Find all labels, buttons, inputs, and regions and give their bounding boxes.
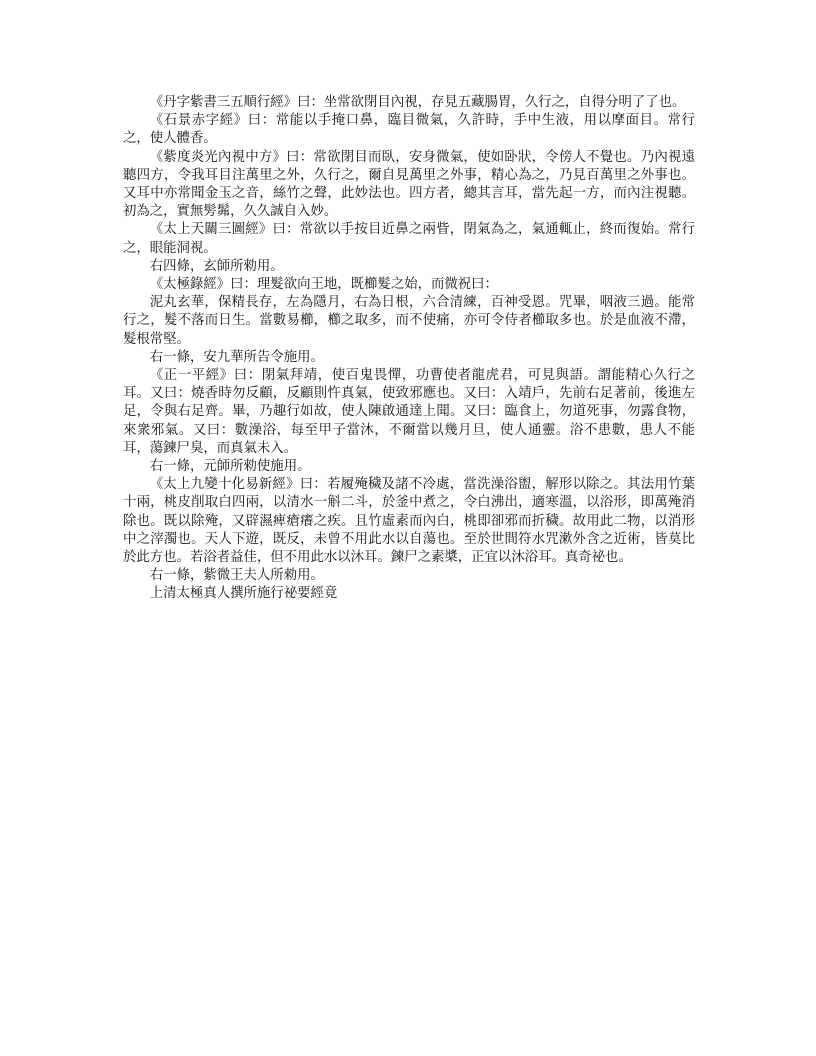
paragraph-1: 《丹字紫書三五順行經》曰：坐常欲閉目內視，存見五藏腸胃，久行之，自得分明了了也。 bbox=[149, 95, 686, 110]
paragraph-6: 《太極錄經》曰：理髮欲向王地，既櫛髮之始，而微祝曰： bbox=[149, 277, 498, 293]
paragraph-11: 《太上九變十化易新經》曰：若履殗穢及諸不冷處，當洗澡浴盥，解形以除之。其法用竹葉十兩，桃皮削取白四兩，以清水一斛二斗，於釜中煮之，令白沸出，適寒溫，以浴形，即萬殗消除也。既以除殗，又辟濕痺瘡癢之疾。且竹虛素而內白，桃即卻邪而折穢。故用此二物，以消形中之滓濁也。天人下遊，既反，未曾不用此水以自蕩也。至於世間符水咒漱外含之近術，皆莫比於此方也。若浴者益佳，但不用此水以沐耳。鍊尸之素槳，正宜以沐浴耳。真奇祕也。 bbox=[123, 477, 695, 566]
paragraph-10: 右一條，元師所勑使施用。 bbox=[149, 459, 311, 475]
paragraph-12: 右一條，紫微王夫人所勑用。 bbox=[149, 568, 324, 584]
paragraph-7: 泥丸玄華，保精長存，左為隱月，右為日根，六合清練，百神受恩。咒畢，咽液三過。能常行之，髮不落而日生。當數易櫛，櫛之取多，而不使痛，亦可令侍者櫛取多也。於是血液不滯，髮根常堅。 bbox=[123, 295, 695, 347]
paragraph-8: 右一條，安九華所告令施用。 bbox=[149, 349, 324, 365]
document-page bbox=[123, 94, 695, 604]
paragraph-4: 《太上天關三圖經》曰：常欲以手按目近鼻之兩眥，閉氣為之，氣通輒止，終而復始。常行之，眼能洞視。 bbox=[123, 222, 695, 256]
paragraph-5: 右四條，玄師所勑用。 bbox=[149, 258, 284, 274]
paragraph-9: 《正一平經》曰：閉氣拜靖，使百鬼畏憚，功曹使者龍虎君，可見與語。謂能精心久行之耳。又曰：燒香時勿反顧，反顧則忤真氣，使致邪應也。又曰：入靖戶，先前右足著前，後進左足，令與右足齊。畢，乃趣行如故，使人陳啟通達上聞。又曰：臨食上，勿道死事，勿露食物，來衆邪氣。又曰：數澡浴，每至甲子當沐，不爾當以幾月旦，使人通靈。浴不患數，患人不能耳，蕩鍊尸臭，而真氣未入。 bbox=[123, 368, 695, 456]
paragraph-3: 《紫度炎光內視中方》曰：常欲閉目而臥，安身微氣，使如卧狀，令傍人不覺也。乃內視遠聽四方，令我耳目注萬里之外，久行之，爾自見萬里之外事，精心為之，乃見百萬里之外事也。又耳中亦常聞金玉之音，絲竹之聲，此妙法也。四方者，總其言耳，當先起一方，而內注視聽。初為之，實無髣髴，久久誠自入妙。 bbox=[123, 149, 695, 220]
closing-line: 上清太極真人撰所施行祕要經竟 bbox=[149, 586, 338, 602]
paragraph-2: 《石景赤字經》曰：常能以手掩口鼻，臨目微氣，久許時，手中生液，用以摩面目。常行之，使人體香。 bbox=[123, 113, 695, 147]
